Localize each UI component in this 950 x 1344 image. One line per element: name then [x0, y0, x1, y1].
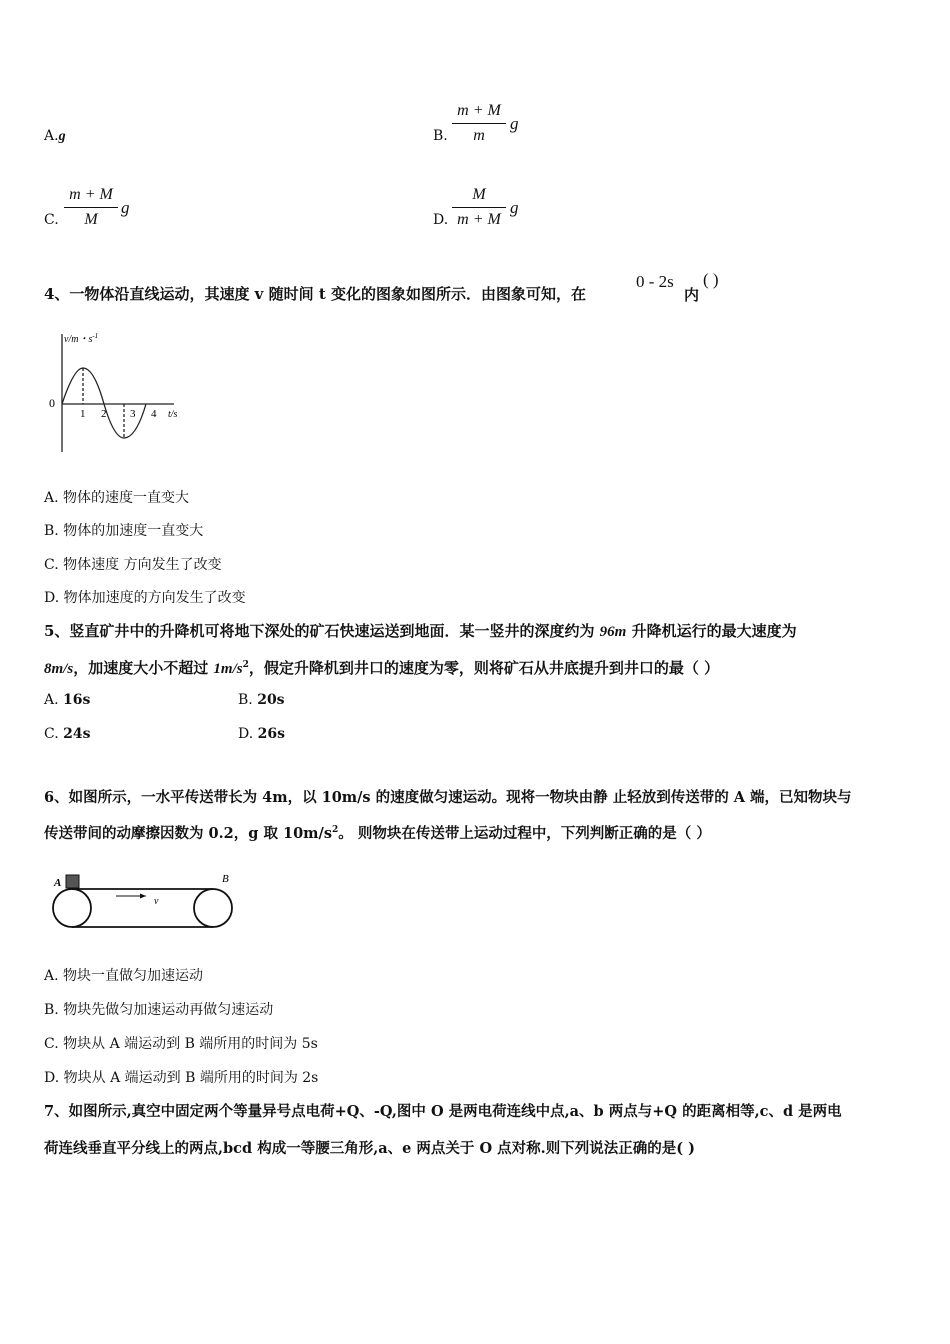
q6-option-b: B. 物块先做匀加速运动再做匀速运动 — [44, 1002, 274, 1018]
option-label: C. — [44, 726, 64, 742]
option-expr: g — [58, 129, 66, 144]
q3-option-c-fraction — [64, 184, 118, 231]
numerator: m + M — [457, 102, 501, 119]
option-value: 20s — [257, 692, 285, 708]
q4-option-b: B. 物体的加速度一直变大 — [44, 523, 204, 539]
arrow-head — [140, 894, 146, 899]
denominator: m — [473, 127, 485, 144]
q3-option-c-g: g — [121, 198, 130, 217]
q6-option-a: A. 物块一直做匀加速运动 — [44, 968, 204, 984]
tick-label-4: 4 — [151, 408, 157, 420]
q5-text: 5、竖直矿井中的升降机可将地下深处的矿石快速运送到地面．某一竖井的深度约为 — [44, 622, 600, 640]
origin-label: 0 — [49, 396, 55, 410]
q3-option-c-label: C. — [44, 212, 59, 228]
q6-text: 传送带间的动摩擦因数为 0.2，g 取 10m/s — [44, 825, 332, 842]
numerator: m + M — [69, 186, 113, 203]
q5-line-2 — [44, 657, 719, 678]
option-label: A. — [44, 128, 59, 144]
q6-option-d: D. 物块从 A 端运动到 B 端所用的时间为 2s — [44, 1070, 319, 1086]
tick-label-1: 1 — [80, 408, 86, 420]
y-axis-label: v/m・$s^{-1}$ — [64, 332, 99, 345]
q4-stem-text: 4、一物体沿直线运动，其速度 v 随时间 t 变化的图象如图所示．由图象可知，在 — [44, 285, 586, 303]
block — [66, 875, 79, 888]
option-label: B. — [238, 692, 258, 708]
option-value: 24s — [63, 726, 91, 742]
option-label: D. — [238, 726, 258, 742]
fraction-bar — [64, 207, 118, 208]
q4-option-a: A. 物体的速度一直变大 — [44, 490, 190, 506]
q7-line-2: 荷连线垂直平分线上的两点,bcd 构成一等腰三角形,a、e 两点关于 O 点对称.则下列说法正确的是( ) — [44, 1140, 695, 1157]
q5-option-b — [238, 692, 285, 708]
q6-line-2 — [44, 822, 711, 843]
option-label: A. — [44, 692, 64, 708]
x-axis-label: t/s — [168, 409, 178, 420]
q4-stem — [44, 283, 586, 304]
q6-text: 。 则物块在传送带上运动过程中，下列判断正确的是（ ） — [338, 825, 711, 842]
q5-acceleration: 1m/s — [213, 661, 243, 677]
q5-option-c — [44, 726, 91, 742]
q6-superscript: 2 — [332, 825, 339, 836]
label-b: B — [222, 873, 229, 885]
label-a: A — [54, 877, 62, 889]
q5-depth: 96m — [599, 624, 627, 640]
q4-answer-paren: ( ) — [703, 270, 719, 289]
vt-graph — [44, 328, 194, 456]
q3-option-b-fraction — [452, 100, 506, 147]
q5-line-1 — [44, 620, 797, 641]
right-pulley — [194, 889, 232, 927]
q5-text: ，加速度大小不超过 — [73, 659, 214, 677]
q3-option-a — [44, 128, 66, 145]
q4-stem-suffix: 内 — [684, 286, 700, 304]
q6-line-1: 6、如图所示，一水平传送带长为 4m，以 10m/s 的速度做匀速运动。现将一物块由静 止轻放到传送带的 A 端，已知物块与 — [44, 789, 852, 806]
left-pulley — [53, 889, 91, 927]
tick-label-2: 2 — [101, 408, 107, 420]
q5-option-a — [44, 692, 90, 708]
q3-option-b-label: B. — [433, 128, 448, 144]
q7-line-1: 7、如图所示,真空中固定两个等量异号点电荷+Q、-Q,图中 O 是两电荷连线中点,a、b 两点与+Q 的距离相等,c、d 是两电 — [44, 1103, 842, 1120]
q3-option-d-fraction — [452, 184, 506, 231]
q3-option-d-label: D. — [433, 212, 449, 228]
q6-option-c: C. 物块从 A 端运动到 B 端所用的时间为 5s — [44, 1036, 318, 1052]
velocity-curve — [62, 368, 146, 438]
q5-text: ，假定升降机到井口的速度为零，则将矿石从井底提升到井口的最（ ） — [248, 659, 720, 677]
q5-option-d — [238, 726, 285, 742]
denominator: M — [84, 211, 98, 228]
label-v: v — [154, 896, 159, 907]
q3-option-b-g: g — [510, 114, 519, 133]
q4-option-c: C. 物体速度 方向发生了改变 — [44, 557, 222, 573]
fraction-bar — [452, 207, 506, 208]
fraction-bar — [452, 123, 506, 124]
q3-option-d-g: g — [510, 198, 519, 217]
numerator: M — [472, 186, 486, 203]
conveyor-belt-figure — [50, 868, 250, 948]
denominator: m + M — [457, 211, 501, 228]
option-value: 16s — [63, 692, 91, 708]
q4-option-d: D. 物体加速度的方向发生了改变 — [44, 590, 246, 606]
tick-label-3: 3 — [130, 408, 136, 420]
option-value: 26s — [257, 726, 286, 742]
q5-text: 升降机运行的最大速度为 — [626, 622, 797, 640]
q5-superscript: 2 — [242, 660, 249, 670]
q5-max-speed: 8m/s — [44, 661, 74, 677]
q4-interval: 0 - 2s — [636, 272, 674, 291]
